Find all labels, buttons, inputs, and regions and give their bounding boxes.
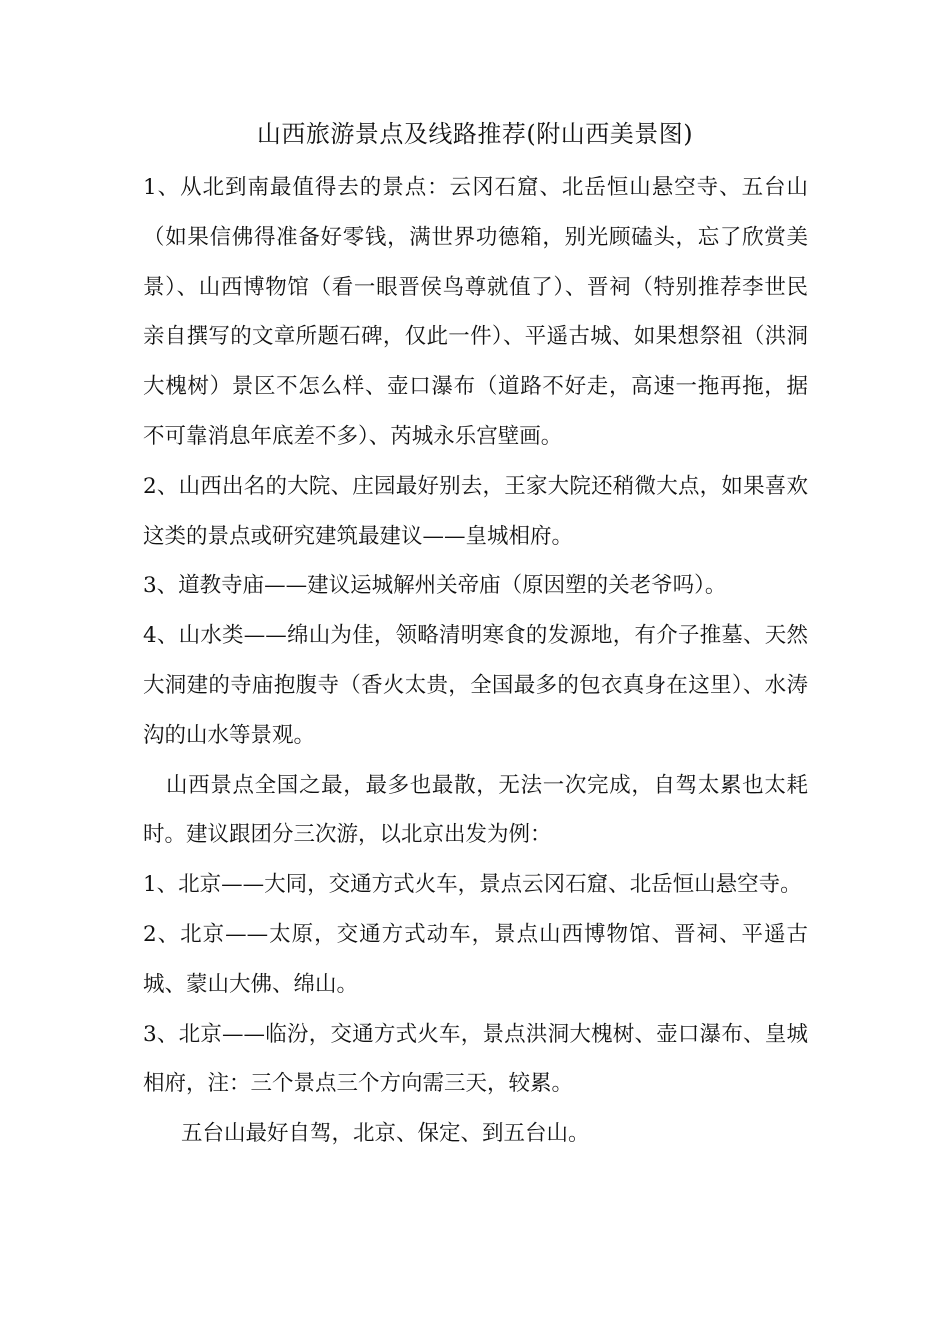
paragraph-courtyards: 2、山西出名的大院、庄园最好别去，王家大院还稍微大点，如果喜欢这类的景点或研究建筑最建议——皇城相府。 <box>143 473 808 549</box>
document-body <box>143 163 808 1159</box>
document-title: 山西旅游景点及线路推荐(附山西美景图) <box>256 120 694 148</box>
paragraph-route-datong: 1、北京——大同，交通方式火车，景点云冈石窟、北岳恒山悬空寺。 <box>143 872 802 898</box>
paragraph-taoist-temples: 3、道教寺庙——建议运城解州关帝庙（原因塑的关老爷吗）。 <box>143 573 727 599</box>
paragraph-scenic-spots: 1、从北到南最值得去的景点：云冈石窟、北岳恒山悬空寺、五台山（如果信佛得准备好零钱，满世界功德箱，别光顾磕头，忘了欣赏美景）、山西博物馆（看一眼晋侯鸟尊就值了）、晋祠（特别推荐李世民亲自撰写的文章所题石碑，仅此一件）、平遥古城、如果想祭祖（洪洞大槐树）景区不怎么样、壶口瀑布（道路不好走，高速一拖再拖，据不可靠消息年底差不多）、芮城永乐宫壁画。 <box>143 175 808 449</box>
paragraph-route-linfen: 3、北京——临汾，交通方式火车，景点洪洞大槐树、壶口瀑布、皇城相府，注：三个景点三个方向需三天，较累。 <box>143 1021 808 1097</box>
paragraph-tour-advice: 山西景点全国之最，最多也最散，无法一次完成，自驾太累也太耗时。建议跟团分三次游，以北京出发为例： <box>143 772 808 848</box>
paragraph-wutaishan: 五台山最好自驾，北京、保定、到五台山。 <box>181 1121 590 1147</box>
paragraph-landscapes: 4、山水类——绵山为佳，领略清明寒食的发源地，有介子推墓、天然大洞建的寺庙抱腹寺（香火太贵，全国最多的包衣真身在这里）、水涛沟的山水等景观。 <box>143 623 808 748</box>
paragraph-route-taiyuan: 2、北京——太原，交通方式动车，景点山西博物馆、晋祠、平遥古城、蒙山大佛、绵山。 <box>143 921 808 997</box>
